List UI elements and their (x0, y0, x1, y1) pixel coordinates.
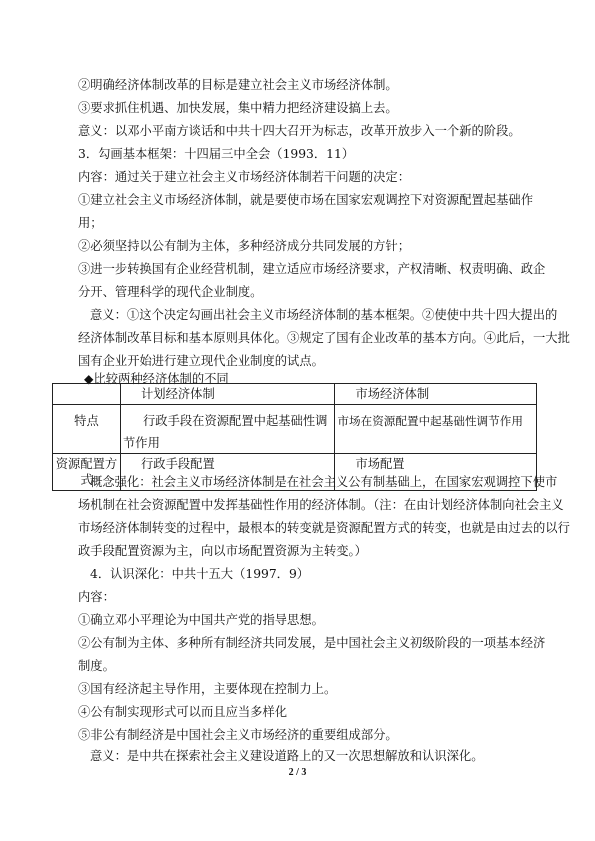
table-row (53, 405, 537, 454)
paragraph-line: 政手段配置资源为主，向以市场配置资源为主转变。） (78, 544, 367, 558)
table-row-label: 资源配置方式 (53, 454, 121, 491)
table-cell-text: 行政手段在资源配置中起基础性调 (142, 414, 328, 428)
paragraph-line: ①建立社会主义市场经济体制，就是要使市场在国家宏观调控下对资源配置起基础作 (78, 193, 533, 207)
section-heading: 4．认识深化：中共十五大（1997．9） (90, 567, 310, 581)
table-cell (120, 405, 334, 454)
paragraph-line: 内容：通过关于建立社会主义市场经济体制若干问题的决定： (78, 170, 411, 184)
table-header-cell: 计划经济体制 (120, 384, 334, 405)
paragraph-line: 制度。 (78, 659, 115, 673)
section-heading: 3．勾画基本框架：十四届三中全会（1993．11） (78, 147, 355, 161)
table-cell: 行政手段配置 (120, 454, 334, 491)
page-number: 2 / 3 (288, 767, 307, 778)
table-row-label: 特点 (53, 405, 121, 454)
table-header-cell (53, 384, 121, 405)
paragraph-line: ①确立邓小平理论为中国共产党的指导思想。 (78, 613, 324, 627)
paragraph-line: 意义：①这个决定勾画出社会主义市场经济体制的基本框架。②使使中共十四大提出的 (90, 308, 558, 322)
table-cell-text: 节作用 (122, 436, 160, 450)
paragraph-line: ②公有制为主体、多种所有制经济共同发展，是中国社会主义初级阶段的一项基本经济 (78, 636, 546, 650)
table-header-row (53, 384, 537, 405)
table-cell: 市场配置 (335, 454, 537, 491)
paragraph-line: ③进一步转换国有企业经营机制，建立适应市场经济要求，产权清晰、权责明确、政企 (78, 262, 546, 276)
paragraph-line: 意义：以邓小平南方谈话和中共十四大召开为标志，改革开放步入一个新的阶段。 (78, 124, 521, 138)
paragraph-line: 意义：是中共在探索社会主义建设道路上的又一次思想解放和认识深化。 (90, 749, 484, 763)
paragraph-line: 概念强化：社会主义市场经济体制是在社会主义公有制基础上，在国家宏观调控下使市 (90, 475, 558, 489)
paragraph-line: 用； (78, 216, 103, 230)
paragraph-line: 市场经济体制转变的过程中，最根本的转变就是资源配置方式的转变，也就是由过去的以行 (78, 521, 570, 535)
table-header-cell: 市场经济体制 (335, 384, 537, 405)
table-cell: 市场在资源配置中起基础性调节作用 (335, 405, 537, 454)
paragraph-line: 场机制在社会资源配置中发挥基础性作用的经济体制。（注：在由计划经济体制向社会主义 (78, 498, 564, 512)
paragraph-line: ⑤非公有制经济是中国社会主义市场经济的重要组成部分。 (78, 728, 398, 742)
paragraph-line: 内容： (78, 590, 115, 604)
paragraph-line: ③国有经济起主导作用，主要体现在控制力上。 (78, 682, 337, 696)
paragraph-line: 分开、管理科学的现代企业制度。 (78, 285, 263, 299)
paragraph-line: 国有企业开始进行建立现代企业制度的试点。 (78, 354, 324, 368)
paragraph-line: ④公有制实现形式可以而且应当多样化 (78, 705, 288, 719)
paragraph-line: ②明确经济体制改革的目标是建立社会主义市场经济体制。 (78, 78, 398, 92)
paragraph-line: ②必须坚持以公有制为主体，多种经济成分共同发展的方针； (78, 239, 411, 253)
table-caption: ◆比较两种经济体制的不同 (84, 372, 229, 386)
paragraph-line: 经济体制改革目标和基本原则具体化。③规定了国有企业改革的基本方向。④此后，一大批 (78, 331, 570, 345)
paragraph-line: ③要求抓住机遇、加快发展，集中精力把经济建设搞上去。 (78, 101, 398, 115)
